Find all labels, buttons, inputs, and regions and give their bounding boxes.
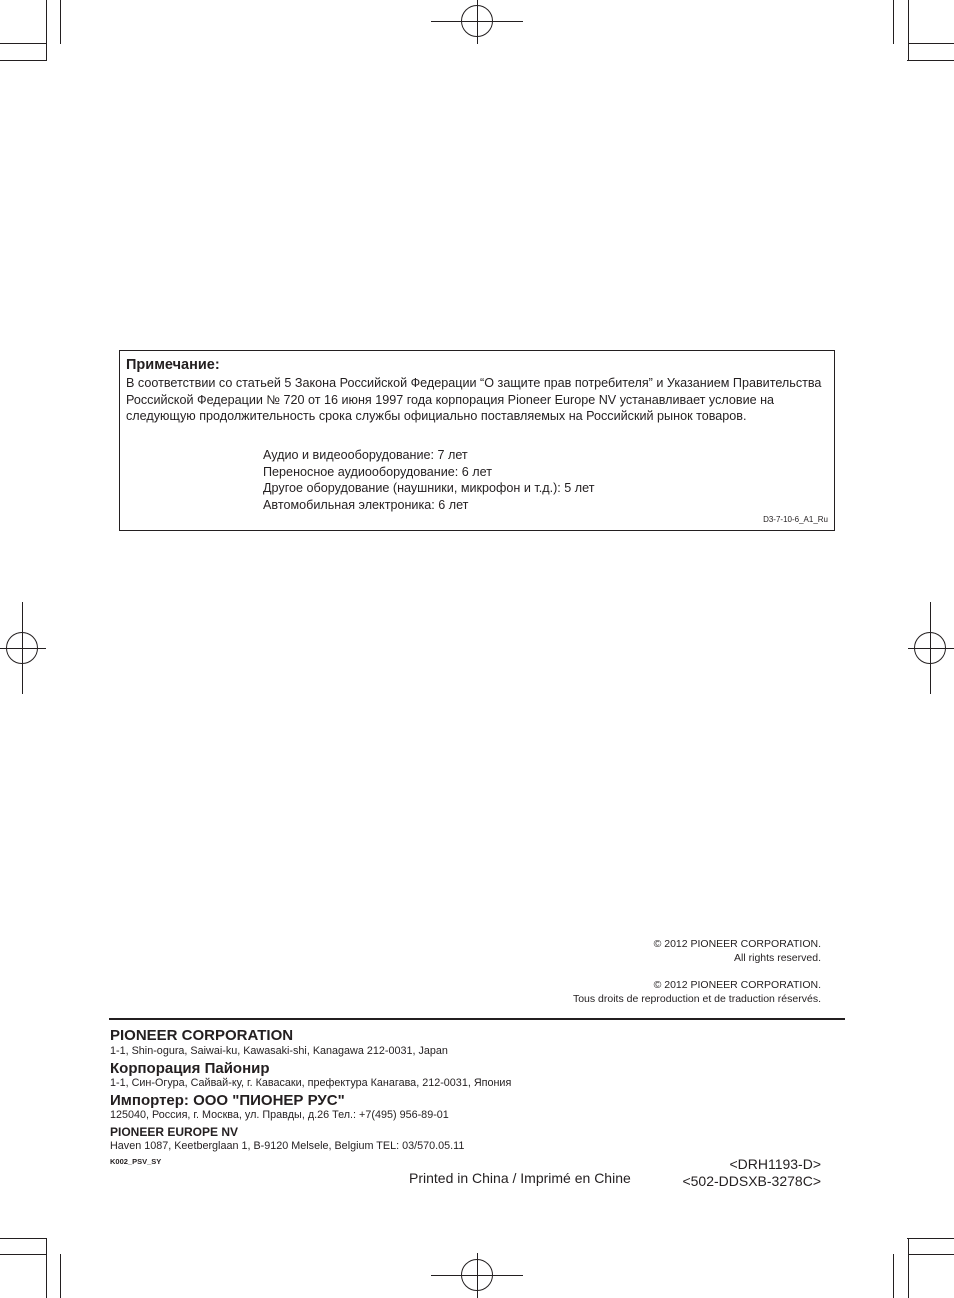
doc-code: <502-DDSXB-3278C> bbox=[682, 1172, 821, 1189]
crop-mark bbox=[907, 60, 954, 61]
crop-mark bbox=[46, 0, 47, 60]
crop-mark bbox=[0, 1254, 46, 1255]
crop-mark bbox=[60, 0, 61, 44]
document-codes bbox=[682, 1156, 821, 1189]
crop-mark bbox=[46, 1238, 47, 1298]
copyright-fr bbox=[573, 979, 821, 1006]
copyright-line: Tous droits de reproduction et de traduction réservés. bbox=[572, 992, 821, 1005]
note-code: D3-7-10-6_A1_Ru bbox=[763, 515, 828, 524]
divider bbox=[109, 1018, 845, 1020]
importer-address: 125040, Россия, г. Москва, ул. Правды, д.26 Тел.: +7(495) 956-89-01 bbox=[110, 1109, 449, 1121]
service-life-list bbox=[263, 447, 595, 513]
registration-circle bbox=[914, 632, 946, 664]
crop-mark bbox=[60, 1254, 61, 1298]
crop-mark bbox=[908, 1238, 909, 1298]
copyright-line: © 2012 PIONEER CORPORATION. bbox=[653, 979, 821, 991]
crop-mark bbox=[0, 60, 47, 61]
note-paragraph: В соответствии со статьей 5 Закона Российской Федерации “О защите прав потребителя” и Указанием Правительства Российской Федерации № 720 от 16 июня 1997 года корпорация Pioneer Europe NV устанавливает условие на следующую продолжительность срока службы официально поставляемых на Российский рынок товаров. bbox=[126, 376, 822, 424]
europe-name: PIONEER EUROPE NV bbox=[110, 1125, 239, 1139]
copyright-en bbox=[654, 938, 821, 965]
crop-mark bbox=[893, 0, 894, 44]
company-address-ru: 1-1, Син-Огура, Сайвай-ку, г. Кавасаки, префектура Канагава, 212-0031, Япония bbox=[110, 1077, 512, 1089]
copyright-line: © 2012 PIONEER CORPORATION. bbox=[653, 938, 821, 950]
registration-circle bbox=[6, 632, 38, 664]
crop-mark bbox=[893, 1254, 894, 1298]
note-title: Примечание: bbox=[126, 357, 220, 373]
note-box bbox=[119, 350, 835, 531]
copyright-line: All rights reserved. bbox=[734, 951, 821, 964]
crop-mark bbox=[0, 1238, 47, 1239]
crop-mark bbox=[908, 1254, 954, 1255]
crop-mark bbox=[908, 0, 909, 60]
crop-mark bbox=[907, 1238, 954, 1239]
registration-circle bbox=[461, 1259, 493, 1291]
registration-circle bbox=[461, 5, 493, 37]
printed-in: Printed in China / Imprimé en Chine bbox=[409, 1170, 631, 1186]
importer-name: Импортер: ООО "ПИОНЕР РУС" bbox=[110, 1092, 345, 1109]
small-code: K002_PSV_SY bbox=[110, 1157, 162, 1166]
list-item: Другое оборудование (наушники, микрофон и т.д.): 5 лет bbox=[263, 481, 595, 496]
list-item: Аудио и видеооборудование: 7 лет bbox=[263, 448, 468, 462]
europe-address: Haven 1087, Keetberglaan 1, B-9120 Melsele, Belgium TEL: 03/570.05.11 bbox=[110, 1140, 465, 1152]
crop-mark bbox=[0, 43, 46, 44]
company-name: PIONEER CORPORATION bbox=[110, 1027, 294, 1044]
list-item: Автомобильная электроника: 6 лет bbox=[263, 497, 469, 512]
list-item: Переносное аудиооборудование: 6 лет bbox=[263, 464, 492, 479]
company-name-ru: Корпорация Пайонир bbox=[110, 1060, 270, 1077]
doc-code: <DRH1193-D> bbox=[729, 1156, 821, 1172]
crop-mark bbox=[908, 43, 954, 44]
company-address: 1-1, Shin-ogura, Saiwai-ku, Kawasaki-shi, Kanagawa 212-0031, Japan bbox=[110, 1045, 448, 1057]
